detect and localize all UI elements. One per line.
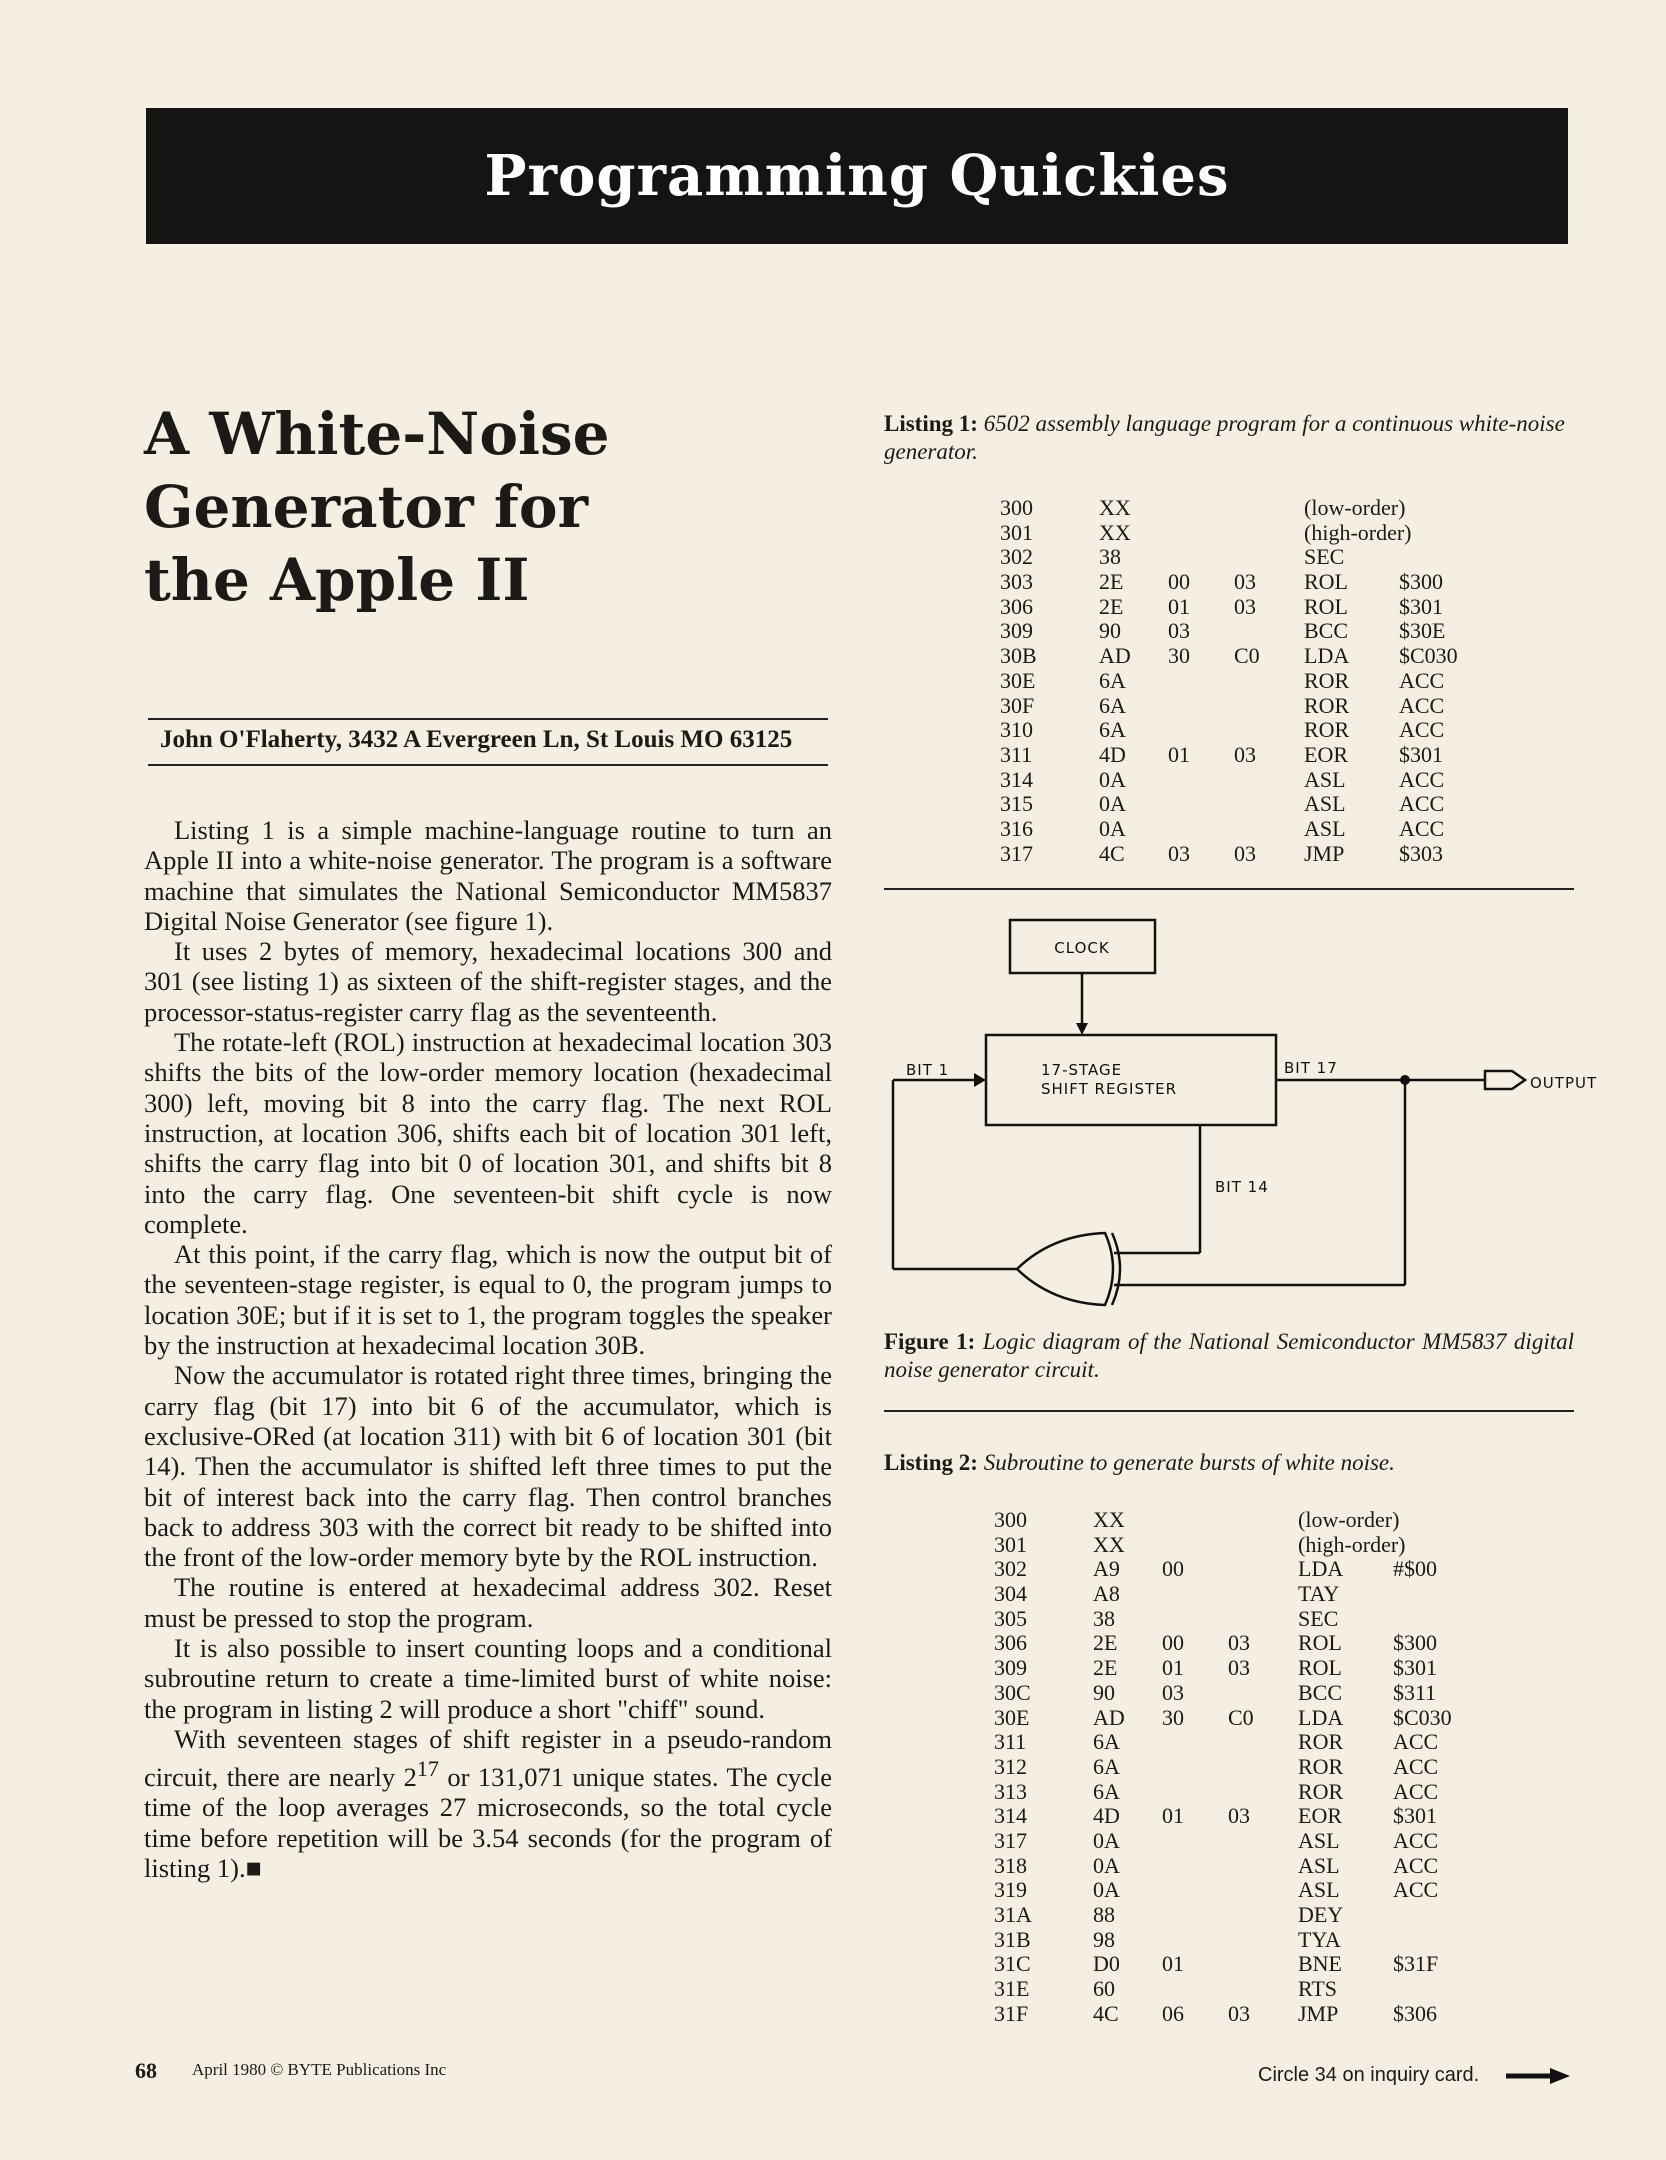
code-opcode: 98 [1093, 1926, 1115, 1952]
code-operand: #$00 [1393, 1556, 1437, 1582]
code-opcode: 4D [1099, 741, 1126, 767]
code-row [994, 1977, 1514, 2002]
code-row [994, 1829, 1514, 1854]
code-byte1: 30 [1162, 1704, 1184, 1730]
code-row [994, 1533, 1514, 1558]
code-mnemonic: DEY [1298, 1902, 1344, 1927]
code-mnemonic: ASL [1304, 815, 1346, 841]
footer-credit: April 1980 © BYTE Publications Inc [192, 2060, 447, 2079]
code-opcode: 6A [1099, 667, 1126, 693]
code-row [994, 1878, 1514, 1903]
code-byte1: 00 [1168, 569, 1190, 595]
code-operand: $306 [1393, 2000, 1437, 2026]
xor-gate [1017, 1233, 1113, 1305]
code-mnemonic: ASL [1304, 766, 1346, 792]
code-row [1000, 619, 1520, 644]
code-byte1: 01 [1168, 593, 1190, 619]
code-byte2: 03 [1234, 840, 1256, 866]
code-row [1000, 496, 1520, 521]
body-paragraph: Now the accumulator is rotated right three times, bringing the carry flag (bit 17) into bit 6 of the accumulator, which is exclusive-ORed (at location 311) with bit 6 of location 301 (bit 14). Then the accumulator is shifted left three times to put the bit of interest back into the carry flag. Then control branches back to address 303 with the correct bit ready to be shifted into the front of the low-order memory byte by the ROL instruction. [144, 1360, 832, 1573]
code-address: 30C [994, 1679, 1031, 1705]
listing1-caption-text: 6502 assembly language program for a continuous white-noise generator. [884, 411, 1565, 464]
code-row [994, 1854, 1514, 1879]
code-address: 312 [994, 1753, 1027, 1779]
code-address: 31F [994, 2000, 1029, 2026]
figure1-label: Figure 1: [884, 1329, 976, 1354]
code-row [1000, 570, 1520, 595]
code-mnemonic: ASL [1304, 791, 1346, 817]
code-row [1000, 521, 1520, 546]
code-address: 304 [994, 1581, 1027, 1607]
divider-rule [884, 888, 1574, 890]
code-opcode: 90 [1093, 1679, 1115, 1705]
article-body [144, 815, 832, 1883]
code-opcode: 4D [1093, 1803, 1120, 1829]
code-row [994, 1508, 1514, 1533]
code-opcode: 38 [1099, 544, 1121, 570]
body-paragraph-last [144, 1724, 832, 1883]
code-byte2: 03 [1234, 593, 1256, 619]
code-address: 302 [1000, 544, 1033, 570]
code-opcode: A8 [1093, 1581, 1120, 1607]
last-paragraph-text: With seventeen stages of shift register in a pseudo-random circuit, there are nearly 2 [144, 1723, 832, 1793]
code-row [994, 1656, 1514, 1681]
code-opcode: 2E [1093, 1630, 1118, 1656]
code-opcode: XX [1099, 495, 1131, 520]
code-mnemonic: RTS [1298, 1976, 1338, 2002]
code-operand: ACC [1393, 1852, 1439, 1878]
code-mnemonic: TYA [1298, 1926, 1341, 1952]
code-byte1: 30 [1168, 643, 1190, 669]
listing2-label: Listing 2: [884, 1450, 978, 1475]
code-operand: $300 [1393, 1630, 1437, 1656]
code-mnemonic: BNE [1298, 1951, 1342, 1977]
code-operand: $31F [1393, 1951, 1439, 1977]
code-address: 311 [1000, 741, 1033, 767]
bit14-label: BIT 14 [1215, 1178, 1269, 1196]
byline-rule-top [148, 718, 828, 720]
code-operand: $C030 [1399, 643, 1458, 669]
code-address: 316 [1000, 815, 1033, 841]
code-row [994, 1557, 1514, 1582]
output-label: OUTPUT [1530, 1074, 1598, 1092]
code-address: 305 [994, 1605, 1027, 1631]
code-byte2: C0 [1228, 1704, 1254, 1730]
code-mnemonic: SEC [1298, 1605, 1339, 1631]
code-opcode: 2E [1093, 1655, 1118, 1681]
code-row [1000, 743, 1520, 768]
listing1-caption [884, 410, 1574, 466]
code-row [1000, 792, 1520, 817]
code-byte1: 01 [1162, 1951, 1184, 1977]
code-row [1000, 694, 1520, 719]
code-mnemonic: ASL [1298, 1877, 1340, 1903]
code-row [994, 2002, 1514, 2027]
last-paragraph-text-end: or 131,071 unique states. The cycle time of the loop averages 27 microseconds, so the total cycle time before repetition will be 3.54 seconds (for the program of listing 1). [144, 1762, 832, 1883]
listing2-caption [884, 1449, 1574, 1477]
code-operand: ACC [1399, 815, 1445, 841]
code-opcode: 6A [1093, 1778, 1120, 1804]
bit1-arrow [974, 1073, 986, 1087]
code-address: 309 [1000, 618, 1033, 644]
code-opcode: A9 [1093, 1556, 1120, 1582]
code-mnemonic: LDA [1304, 643, 1350, 669]
code-address: 30F [1000, 692, 1035, 718]
code-mnemonic: ROR [1298, 1753, 1344, 1779]
code-operand: $C030 [1393, 1704, 1452, 1730]
code-operand: ACC [1393, 1729, 1439, 1755]
code-operand: $30E [1399, 618, 1446, 644]
code-operand: $303 [1399, 840, 1443, 866]
code-mnemonic: JMP [1298, 2000, 1339, 2026]
article-title: A White-Noise Generator for the Apple II [144, 400, 610, 614]
section-banner [146, 108, 1568, 244]
listing1-code [1000, 496, 1520, 866]
code-address: 306 [994, 1630, 1027, 1656]
code-operand: ACC [1393, 1877, 1439, 1903]
code-opcode: 0A [1093, 1852, 1120, 1878]
code-operand: ACC [1399, 791, 1445, 817]
code-address: 318 [994, 1852, 1027, 1878]
code-byte1: 01 [1162, 1655, 1184, 1681]
code-mnemonic: ROL [1298, 1655, 1342, 1681]
code-mnemonic: (high-order) [1304, 519, 1412, 545]
code-operand: ACC [1399, 717, 1445, 743]
code-byte2: 03 [1228, 2000, 1250, 2026]
code-row [1000, 842, 1520, 867]
code-byte1: 03 [1162, 1679, 1184, 1705]
code-mnemonic: JMP [1304, 840, 1345, 866]
code-mnemonic: ROR [1304, 717, 1350, 743]
output-buffer [1485, 1071, 1525, 1089]
code-byte2: 03 [1228, 1655, 1250, 1681]
logic-diagram [880, 915, 1600, 1315]
inquiry-note: Circle 34 on inquiry card. [1258, 2064, 1480, 2086]
code-row [1000, 644, 1520, 669]
code-row [1000, 595, 1520, 620]
code-operand: ACC [1399, 766, 1445, 792]
code-byte2: 03 [1228, 1803, 1250, 1829]
section-title: Programming Quickies [484, 143, 1230, 209]
body-paragraph: At this point, if the carry flag, which is now the output bit of the seventeen-stage register, is equal to 0, the program jumps to location 30E; but if it is set to 1, the program toggles the speaker by the instruction at hexadecimal location 30B. [144, 1239, 832, 1361]
code-address: 300 [994, 1507, 1027, 1532]
body-paragraph: It uses 2 bytes of memory, hexadecimal locations 300 and 301 (see listing 1) as sixteen of the shift-register stages, and the processor-status-register carry flag as the seventeenth. [144, 936, 832, 1027]
code-row [1000, 545, 1520, 570]
code-address: 31A [994, 1902, 1032, 1927]
code-address: 314 [994, 1803, 1027, 1829]
code-byte2: 03 [1228, 1630, 1250, 1656]
code-byte1: 01 [1168, 741, 1190, 767]
clock-label: CLOCK [1054, 939, 1110, 957]
code-row [994, 1706, 1514, 1731]
code-address: 313 [994, 1778, 1027, 1804]
code-operand: ACC [1393, 1778, 1439, 1804]
figure1-caption-text: Logic diagram of the National Semiconductor MM5837 digital noise generator circuit. [884, 1329, 1574, 1382]
code-operand: ACC [1393, 1827, 1439, 1853]
code-row [1000, 768, 1520, 793]
byline: John O'Flaherty, 3432 A Evergreen Ln, St Louis MO 63125 [160, 726, 793, 753]
code-operand: ACC [1399, 692, 1445, 718]
code-operand: $300 [1399, 569, 1443, 595]
code-row [994, 1780, 1514, 1805]
code-address: 317 [1000, 840, 1033, 866]
code-row [994, 1631, 1514, 1656]
listing2-caption-text: Subroutine to generate bursts of white noise. [983, 1450, 1395, 1475]
code-byte1: 03 [1168, 840, 1190, 866]
code-opcode: 4C [1099, 840, 1125, 866]
code-row [994, 1903, 1514, 1928]
code-byte1: 01 [1162, 1803, 1184, 1829]
code-operand: ACC [1399, 667, 1445, 693]
byline-rule-bottom [148, 764, 828, 766]
code-opcode: AD [1093, 1704, 1125, 1730]
code-row [1000, 718, 1520, 743]
code-opcode: 6A [1093, 1753, 1120, 1779]
code-address: 314 [1000, 766, 1033, 792]
code-row [994, 1681, 1514, 1706]
right-arrow-icon [1506, 2066, 1572, 2086]
bit1-label: BIT 1 [906, 1061, 950, 1079]
junction-dot [1400, 1075, 1410, 1085]
code-row [994, 1804, 1514, 1829]
code-byte2: 03 [1234, 569, 1256, 595]
code-row [994, 1582, 1514, 1607]
code-address: 301 [1000, 519, 1033, 545]
code-opcode: 90 [1099, 618, 1121, 644]
code-opcode: 0A [1099, 766, 1126, 792]
code-row [994, 1928, 1514, 1953]
code-mnemonic: BCC [1298, 1679, 1343, 1705]
code-address: 302 [994, 1556, 1027, 1582]
code-row [994, 1607, 1514, 1632]
code-opcode: XX [1093, 1507, 1125, 1532]
code-address: 31E [994, 1976, 1030, 2002]
register-label-line1: 17-STAGE [1041, 1061, 1123, 1079]
code-mnemonic: ROL [1298, 1630, 1342, 1656]
code-mnemonic: ROR [1304, 692, 1350, 718]
code-opcode: 2E [1099, 569, 1124, 595]
code-row [1000, 669, 1520, 694]
code-opcode: 0A [1099, 815, 1126, 841]
code-opcode: 0A [1093, 1877, 1120, 1903]
code-byte1: 00 [1162, 1630, 1184, 1656]
body-paragraph: The routine is entered at hexadecimal address 302. Reset must be pressed to stop the program. [144, 1572, 832, 1633]
code-byte2: 03 [1234, 741, 1256, 767]
code-address: 319 [994, 1877, 1027, 1903]
code-mnemonic: EOR [1304, 741, 1348, 767]
code-mnemonic: LDA [1298, 1556, 1344, 1582]
code-byte1: 03 [1168, 618, 1190, 644]
code-address: 310 [1000, 717, 1033, 743]
code-address: 315 [1000, 791, 1033, 817]
code-address: 311 [994, 1729, 1027, 1755]
body-paragraph: The rotate-left (ROL) instruction at hexadecimal location 303 shifts the bits of the low-order memory location (hexadecimal 300) left, moving bit 8 into the carry flag. The next ROL instruction, at location 306, shifts each bit of location 301 left, shifts the carry flag into bit 0 of location 301, and shifts bit 8 into the carry flag. One seventeen-bit shift cycle is now complete. [144, 1027, 832, 1239]
code-address: 31C [994, 1951, 1031, 1977]
code-address: 306 [1000, 593, 1033, 619]
code-address: 309 [994, 1655, 1027, 1681]
code-opcode: 6A [1099, 717, 1126, 743]
code-operand: $301 [1399, 741, 1443, 767]
code-mnemonic: ASL [1298, 1852, 1340, 1878]
code-address: 30B [1000, 643, 1037, 669]
code-mnemonic: ROR [1298, 1778, 1344, 1804]
code-mnemonic: BCC [1304, 618, 1349, 644]
code-opcode: 88 [1093, 1902, 1115, 1927]
code-mnemonic: LDA [1298, 1704, 1344, 1730]
code-opcode: 0A [1099, 791, 1126, 817]
code-mnemonic: TAY [1298, 1581, 1340, 1607]
code-operand: $301 [1393, 1655, 1437, 1681]
code-mnemonic: ROR [1304, 667, 1350, 693]
code-address: 303 [1000, 569, 1033, 595]
code-address: 30E [994, 1704, 1030, 1730]
code-mnemonic: (low-order) [1304, 495, 1406, 520]
code-row [994, 1730, 1514, 1755]
code-opcode: XX [1099, 519, 1131, 545]
code-mnemonic: EOR [1298, 1803, 1342, 1829]
code-opcode: 0A [1093, 1827, 1120, 1853]
code-mnemonic: ROR [1298, 1729, 1344, 1755]
figure1-caption [884, 1328, 1574, 1384]
code-row [1000, 817, 1520, 842]
code-operand: $301 [1399, 593, 1443, 619]
code-address: 30E [1000, 667, 1036, 693]
bit17-label: BIT 17 [1284, 1059, 1338, 1077]
exponent: 17 [416, 1756, 439, 1782]
code-mnemonic: (low-order) [1298, 1507, 1400, 1532]
code-opcode: 4C [1093, 2000, 1119, 2026]
register-label-line2: SHIFT REGISTER [1041, 1080, 1178, 1098]
clock-arrow [1076, 1023, 1088, 1035]
code-byte2: C0 [1234, 643, 1260, 669]
code-mnemonic: (high-order) [1298, 1531, 1406, 1557]
code-row [994, 1952, 1514, 1977]
listing2-code [994, 1508, 1514, 2026]
code-mnemonic: ROL [1304, 569, 1348, 595]
code-opcode: D0 [1093, 1951, 1120, 1977]
listing1-label: Listing 1: [884, 411, 978, 436]
code-byte1: 06 [1162, 2000, 1184, 2026]
body-paragraph: It is also possible to insert counting loops and a conditional subroutine return to create a time-limited burst of white noise: the program in listing 2 will produce a short "chiff" sound. [144, 1633, 832, 1724]
code-mnemonic: ASL [1298, 1827, 1340, 1853]
code-mnemonic: SEC [1304, 544, 1345, 570]
page-number: 68 [135, 2058, 157, 2083]
code-row [994, 1755, 1514, 1780]
code-address: 300 [1000, 495, 1033, 520]
code-address: 317 [994, 1827, 1027, 1853]
code-address: 31B [994, 1926, 1031, 1952]
body-paragraph: Listing 1 is a simple machine-language routine to turn an Apple II into a white-noise generator. The program is a software machine that simulates the National Semiconductor MM5837 Digital Noise Generator (see figure 1). [144, 815, 832, 936]
code-opcode: 2E [1099, 593, 1124, 619]
code-opcode: 60 [1093, 1976, 1115, 2002]
code-address: 301 [994, 1531, 1027, 1557]
code-opcode: 6A [1093, 1729, 1120, 1755]
code-opcode: AD [1099, 643, 1131, 669]
code-opcode: 38 [1093, 1605, 1115, 1631]
code-operand: $311 [1393, 1679, 1437, 1705]
code-opcode: 6A [1099, 692, 1126, 718]
code-opcode: XX [1093, 1531, 1125, 1557]
code-byte1: 00 [1162, 1556, 1184, 1582]
code-mnemonic: ROL [1304, 593, 1348, 619]
end-mark: ■ [245, 1852, 262, 1883]
divider-rule [884, 1410, 1574, 1412]
code-operand: ACC [1393, 1753, 1439, 1779]
code-operand: $301 [1393, 1803, 1437, 1829]
